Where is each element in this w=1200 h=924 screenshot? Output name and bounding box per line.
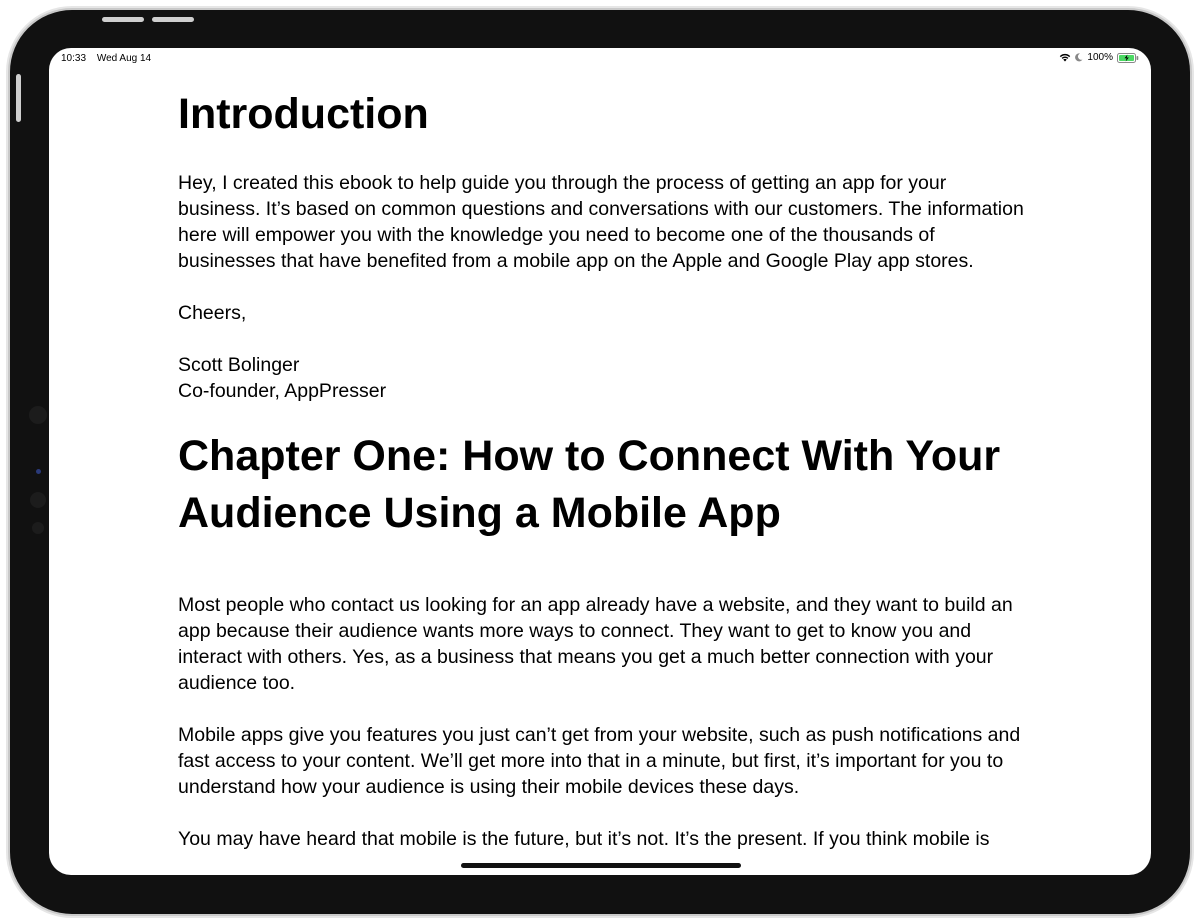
sensor (30, 492, 46, 508)
moon-icon (1075, 53, 1083, 62)
status-right (1059, 52, 1139, 63)
body-paragraph-2: Mobile apps give you features you just can’t get from your website, such as push notifications and fast access to your content. We’ll get more into that in a minute, but first, it’s important for you to understand how your audience is using their mobile devices these days. (178, 724, 1021, 798)
status-left (61, 53, 159, 64)
intro-paragraph: Hey, I created this ebook to help guide you through the process of getting an app for your business. It’s based on common questions and conversations with our customers. The information here will empower you with the knowledge you need to become one of the thousands of businesses that have benefited from a mobile app on the Apple and Google Play app stores. (178, 172, 1024, 272)
status-time: 10:33 (61, 53, 87, 64)
battery-icon (1117, 53, 1139, 63)
camera-lens (29, 406, 47, 424)
signature (178, 352, 1028, 404)
intro-heading: Introduction (178, 90, 429, 138)
wifi-icon (1059, 53, 1071, 62)
sensor-dot (36, 469, 41, 474)
sensor-small (32, 522, 44, 534)
author-name: Scott Bolinger (178, 354, 300, 376)
side-button[interactable] (16, 74, 21, 122)
status-bar (49, 48, 1151, 68)
closing-line: Cheers, (178, 302, 247, 324)
chapter-heading: Chapter One: How to Connect With Your Audience Using a Mobile App (178, 432, 1001, 537)
status-date: Wed Aug 14 (96, 53, 152, 64)
ebook-content (178, 86, 1028, 875)
top-button-2[interactable] (152, 17, 194, 22)
home-indicator[interactable] (461, 863, 741, 868)
top-button[interactable] (102, 17, 144, 22)
author-title: Co-founder, AppPresser (178, 380, 387, 402)
body-paragraph-3: You may have heard that mobile is the future, but it’s not. It’s the present. If you think mobile is (178, 828, 990, 850)
battery-percent: 100% (1087, 52, 1113, 63)
body-paragraph-1: Most people who contact us looking for an app already have a website, and they want to build an app because their audience wants more ways to connect. They want to get to know you and interact with others. Yes, as a business that means you get a much better connection with your audience too. (178, 594, 1013, 694)
screen (49, 48, 1151, 875)
